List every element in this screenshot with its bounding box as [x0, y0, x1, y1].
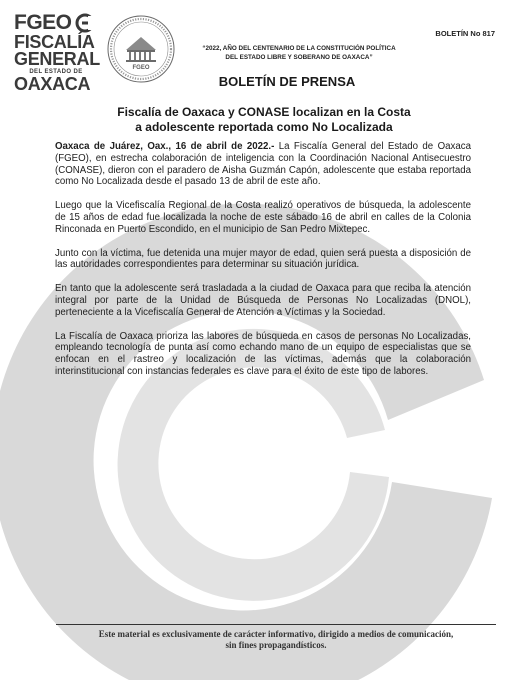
logo-fgeo-text: FGEO [14, 11, 72, 34]
bulletin-title: BOLETÍN DE PRENSA [218, 74, 356, 89]
paragraph-1 [55, 141, 471, 188]
headline-line-2: a adolescente reportada como No Localizada [135, 120, 393, 134]
government-building-seal-icon [106, 14, 176, 84]
logo-line-fiscalia: FISCALÍA [14, 32, 95, 52]
year-motto [174, 44, 424, 62]
footer-divider [56, 624, 496, 625]
fgeo-wordmark [14, 12, 102, 34]
headline [54, 105, 474, 135]
paragraph-1-text: La Fiscalía General del Estado de Oaxaca (FGEO), en estrecha colaboración de inteligencia con la Coordinación Nacional Antisecuestro (CONASE), dieron con el paradero de Aisha Guzmán Capón, adolescente que estaba reportada como No Localizada desde el pasado 13 de abril de este año. [55, 141, 471, 188]
logo-line-oaxaca: OAXACA [14, 74, 91, 94]
seal-text: FGEO [132, 65, 150, 71]
paragraph-2: Luego que la Vicefiscalía Regional de la Costa realizó operativos de búsqueda, la adolescente de 15 años de edad fue localizada la noche de este sábado 16 de abril en calles de la Colonia Rinconada en Puerto Escondido, en el municipio de San Pedro Mixtepec. [55, 200, 471, 235]
paragraph-4: En tanto que la adolescente será trasladada a la ciudad de Oaxaca para que reciba la atención integral por parte de la Unidad de Búsqueda de Personas No Localizadas (DNOL), perteneciente a la Vicefiscalía General de Atención a Víctimas y la Sociedad. [55, 283, 471, 318]
disclaimer-line-1: Este material es exclusivamente de carácter informativo, dirigido a medios de comunicación, [98, 629, 454, 639]
paragraph-3: Junto con la víctima, fue detenida una mujer mayor de edad, quien será puesta a disposición de las autoridades correspondientes para determinar su situación jurídica. [55, 247, 471, 271]
headline-line-1: Fiscalía de Oaxaca y CONASE localizan en la Costa [117, 105, 411, 119]
logo-line-general: GENERAL [14, 49, 100, 69]
logo-line-del-estado: DEL ESTADO DE [29, 69, 83, 75]
fgeo-logo [14, 12, 102, 93]
disclaimer-line-2: sin fines propagandísticos. [225, 640, 327, 650]
paragraph-5: La Fiscalía de Oaxaca prioriza las labores de búsqueda en casos de personas No Localizadas, empleando tecnología de punta así como echando mano de un equipo de especialistas que se enfocan en el rastreo y localización de las víctimas, además que la colaboración interinstitucional con instancias federales es clave para el éxito de este tipo de labores. [55, 330, 471, 377]
motto-line-2: DEL ESTADO LIBRE Y SOBERANO DE OAXACA” [225, 54, 373, 61]
bulletin-number: BOLETÍN No 817 [435, 29, 495, 38]
motto-line-1: “2022, AÑO DEL CENTENARIO DE LA CONSTITUCIÓN POLÍTICA [202, 45, 396, 52]
disclaimer-footer [56, 629, 496, 651]
article-body [55, 141, 471, 390]
fgeo-mark-icon [74, 13, 96, 33]
dateline: Oaxaca de Juárez, Oax., 16 de abril de 2022.- [55, 141, 275, 152]
